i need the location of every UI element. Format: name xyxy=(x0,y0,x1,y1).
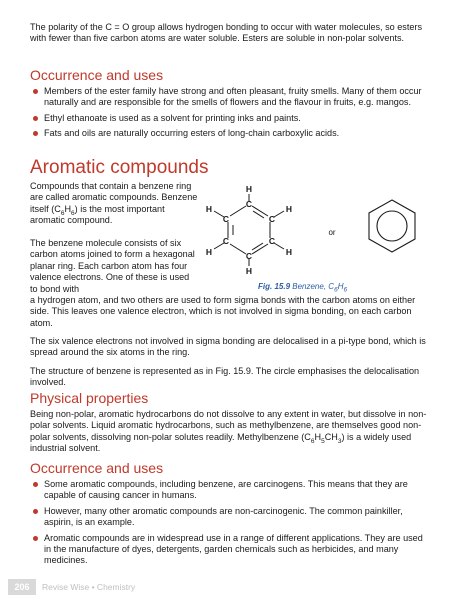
list-item: However, many other aromatic compounds are non-carcinogenic. The common painkiller, aspirin, is an example. xyxy=(30,506,430,529)
bullet-icon xyxy=(33,509,38,514)
aromatic-paragraph-2b: a hydrogen atom, and two others are used to form sigma bonds with the carbon atoms on either side. This leaves one valence electron, which is not involved in sigma bonding, on each carbon atom. xyxy=(30,295,416,328)
list-item: Ethyl ethanoate is used as a solvent for printing inks and paints. xyxy=(30,113,430,124)
list-item: Aromatic compounds are in widespread use in a range of different applications. They are used in the manufacture of dyes, detergents, garden chemicals such as herbicides, and many medicines. xyxy=(30,533,430,567)
hydrogen-atom-label: H xyxy=(205,204,213,214)
or-label: or xyxy=(328,228,336,237)
hydrogen-atom-label: H xyxy=(245,184,253,194)
list-item: Some aromatic compounds, including benzene, are carcinogens. This means that they are capable of causing cancer in humans. xyxy=(30,479,430,502)
occurrence-uses-list-2 xyxy=(30,479,430,571)
bullet-icon xyxy=(33,131,38,136)
bullet-icon xyxy=(33,482,38,487)
aromatic-paragraph-1: Compounds that contain a benzene ring are called aromatic compounds. Benzene itself $(C_6H_6)$ is the most important aromatic compound. xyxy=(30,181,198,226)
list-item: Fats and oils are naturally occurring esters of long-chain carboxylic acids. xyxy=(30,128,430,139)
occurrence-uses-heading-1: Occurrence and uses xyxy=(30,67,164,83)
carbon-atom-label: C xyxy=(245,251,253,261)
list-item: Members of the ester family have strong and often pleasant, fruity smells. Many of them occur naturally and are responsible for the smells of flowers and the flavour in fruits, e.g. mangos. xyxy=(30,86,430,109)
bullet-icon xyxy=(33,89,38,94)
physical-properties-heading: Physical properties xyxy=(30,390,149,406)
intro-paragraph: The polarity of the C = O group allows hydrogen bonding to occur with water molecules, so esters with fewer than five carbon atoms are water soluble. Esters are soluble in non-polar solvents. xyxy=(30,22,422,44)
page-footer xyxy=(0,574,456,600)
carbon-atom-label: C xyxy=(222,236,230,246)
physical-properties-paragraph: Being non-polar, aromatic hydrocarbons do not dissolve to any extent in water, but dissolve in non-polar solvents. Liquid aromatic hydrocarbons, such as methylbenzene, are themselves good non-polar solvents, dissolving non-polar solutes readily. Methylbenzene $(C_6H_5CH_3)$ is a widely used industrial solvent. xyxy=(30,409,427,454)
aromatic-compounds-heading: Aromatic compounds xyxy=(30,157,209,178)
aromatic-paragraph-2a: The benzene molecule consists of six carbon atoms joined to form a hexagonal planar ring. Each carbon atom has four valence electrons. One of these is used to bond with xyxy=(30,238,195,294)
carbon-atom-label: C xyxy=(222,214,230,224)
carbon-atom-label: C xyxy=(245,199,253,209)
aromatic-paragraph-4: The structure of benzene is represented as in Fig. 15.9. The circle emphasises the delocalisation involved. xyxy=(30,366,420,388)
hydrogen-atom-label: H xyxy=(285,247,293,257)
figure-caption: Fig. 15.9 Benzene, $C_6H_6$ xyxy=(258,282,348,294)
carbon-atom-label: C xyxy=(268,214,276,224)
book-title: Revise Wise • Chemistry xyxy=(42,582,136,592)
benzene-circle-structure xyxy=(369,200,415,252)
bullet-icon xyxy=(33,116,38,121)
hydrogen-atom-label: H xyxy=(205,247,213,257)
page-number: 206 xyxy=(8,579,36,595)
hydrogen-atom-label: H xyxy=(245,266,253,276)
aromatic-paragraph-3: The six valence electrons not involved in sigma bonding are delocalised in a pi-type bond, which is spread around the six atoms in the ring. xyxy=(30,336,426,358)
occurrence-uses-list-1 xyxy=(30,86,430,144)
hydrogen-atom-label: H xyxy=(285,204,293,214)
bullet-icon xyxy=(33,536,38,541)
benzene-figure xyxy=(196,182,436,282)
occurrence-uses-heading-2: Occurrence and uses xyxy=(30,460,164,476)
carbon-atom-label: C xyxy=(268,236,276,246)
